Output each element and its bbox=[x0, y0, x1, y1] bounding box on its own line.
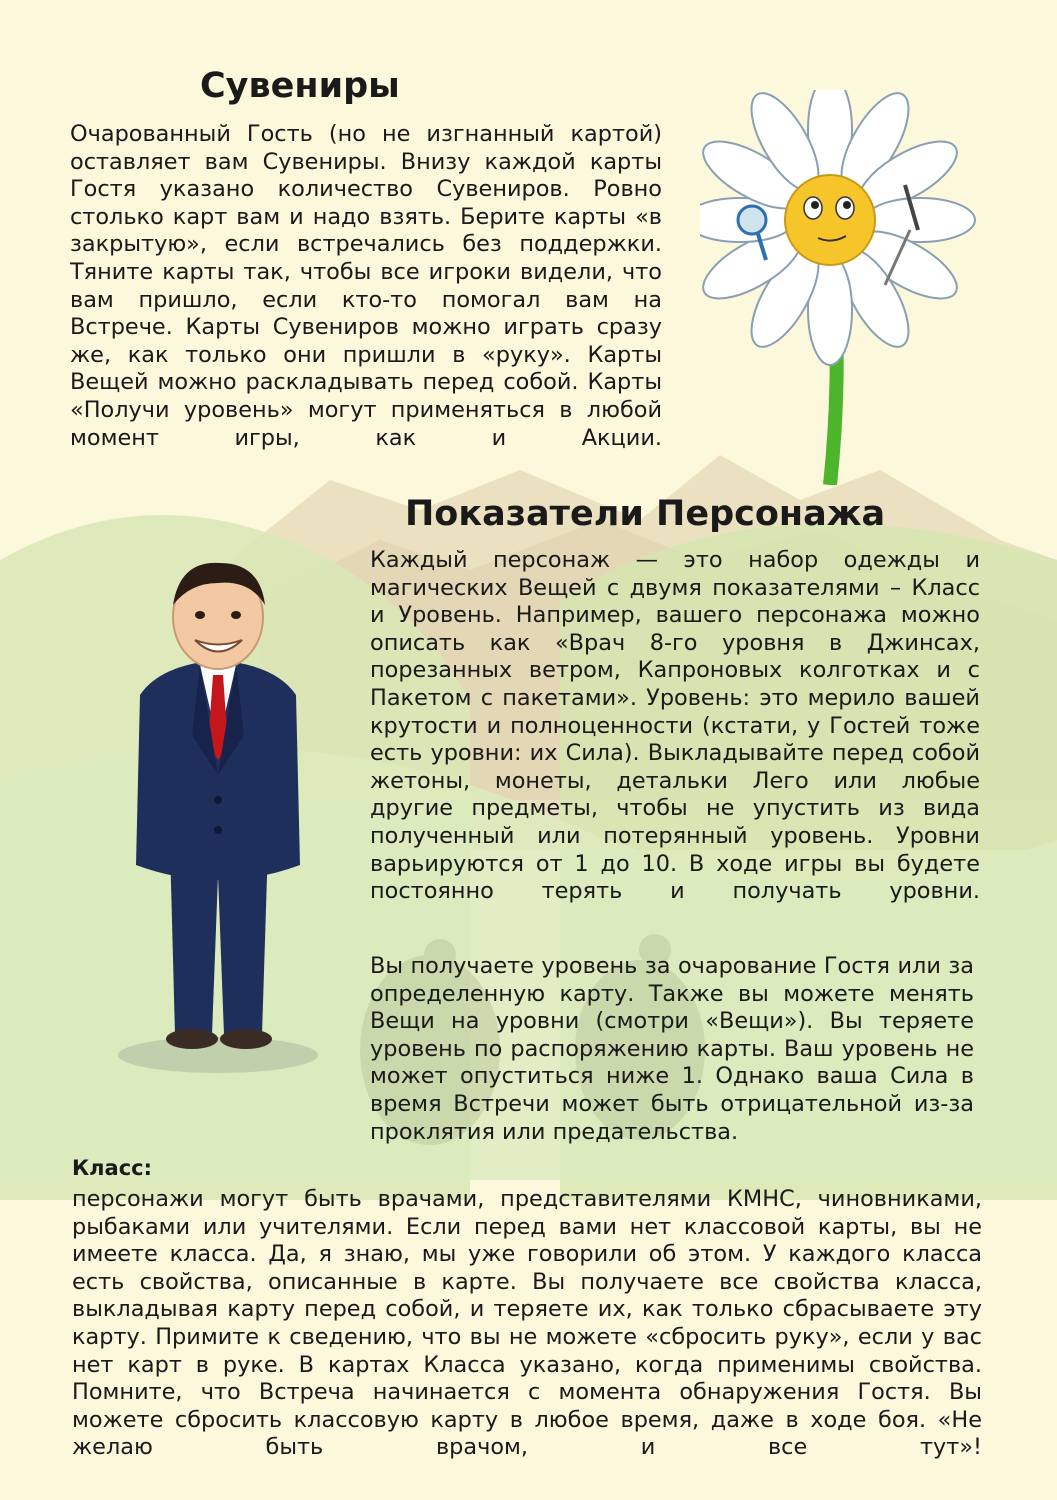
section-title-character-stats: Показатели Персонажа bbox=[405, 494, 886, 534]
character-stats-body-2 bbox=[370, 953, 974, 1146]
character-stats-body-1 bbox=[370, 547, 980, 906]
character-stats-paragraph-1: Каждый персонаж — это набор одежды и магических Вещей с двумя показателями – Класс и Уровень. Например, вашего персонажа можно описать как «Врач 8-го уровня в Джинсах, порезанных ветром, Капроновых колготках и с Пакетом с пакетами». Уровень: это мерило вашей крутости и полноценности (кстати, у Гостей тоже есть уровни: их Сила). Выкладывайте перед собой жетоны, монеты, детальки Лего или любые другие предметы, чтобы не упустить из вида полученный или потерянный уровень. Уровни варьируются от 1 до 10. В ходе игры вы будете постоянно терять и получать уровни. bbox=[370, 547, 980, 905]
daisy-character-icon bbox=[700, 90, 990, 485]
souvenirs-paragraph: Очарованный Гость (но не изгнанный картой) оставляет вам Сувениры. Внизу каждой карты Гостя указано количество Сувениров. Ровно столько карт вам и надо взять. Берите карты «в закрытую», если встречались без поддержки. Тяните карты так, чтобы все игроки видели, что вам пришло, если кто-то помогал вам на Встрече. Карты Сувениров можно играть сразу же, как только они пришли в «руку». Карты Вещей можно раскладывать перед собой. Карты «Получи уровень» могут применяться в любой момент игры, как и Акции. bbox=[70, 121, 662, 451]
man-in-suit-icon bbox=[100, 545, 330, 1075]
character-stats-paragraph-2: Вы получаете уровень за очарование Гостя или за определенную карту. Также вы можете менять Вещи на уровни (смотри «Вещи»). Вы теряете уровень по распоряжению карты. Ваш уровень не может опуститься ниже 1. Однако ваша Сила в время Встречи может быть отрицательной из-за проклятия или предательства. bbox=[370, 953, 974, 1145]
section-title-souvenirs: Сувениры bbox=[200, 66, 400, 106]
class-body bbox=[72, 1186, 982, 1462]
class-paragraph: персонажи могут быть врачами, представителями КМНС, чиновниками, рыбаками или учителями. Если перед вами нет классовой карты, вы не имеете класса. Да, я знаю, мы уже говорили об этом. У каждого класса есть свойства, описанные в карте. Вы получаете все свойства класса, выкладывая карту перед собой, и теряете их, как только сбрасываете эту карту. Примите к сведению, что вы не можете «сбросить руку», если у вас нет карт в руке. В картах Класса указано, когда применимы свойства. Помните, что Встреча начинается с момента обнаружения Гостя. Вы можете сбросить классовую карту в любое время, даже в ходе боя. «Не желаю быть врачом, и все тут»! bbox=[72, 1186, 982, 1461]
souvenirs-body bbox=[70, 121, 662, 452]
class-heading: Класс: bbox=[72, 1156, 153, 1180]
